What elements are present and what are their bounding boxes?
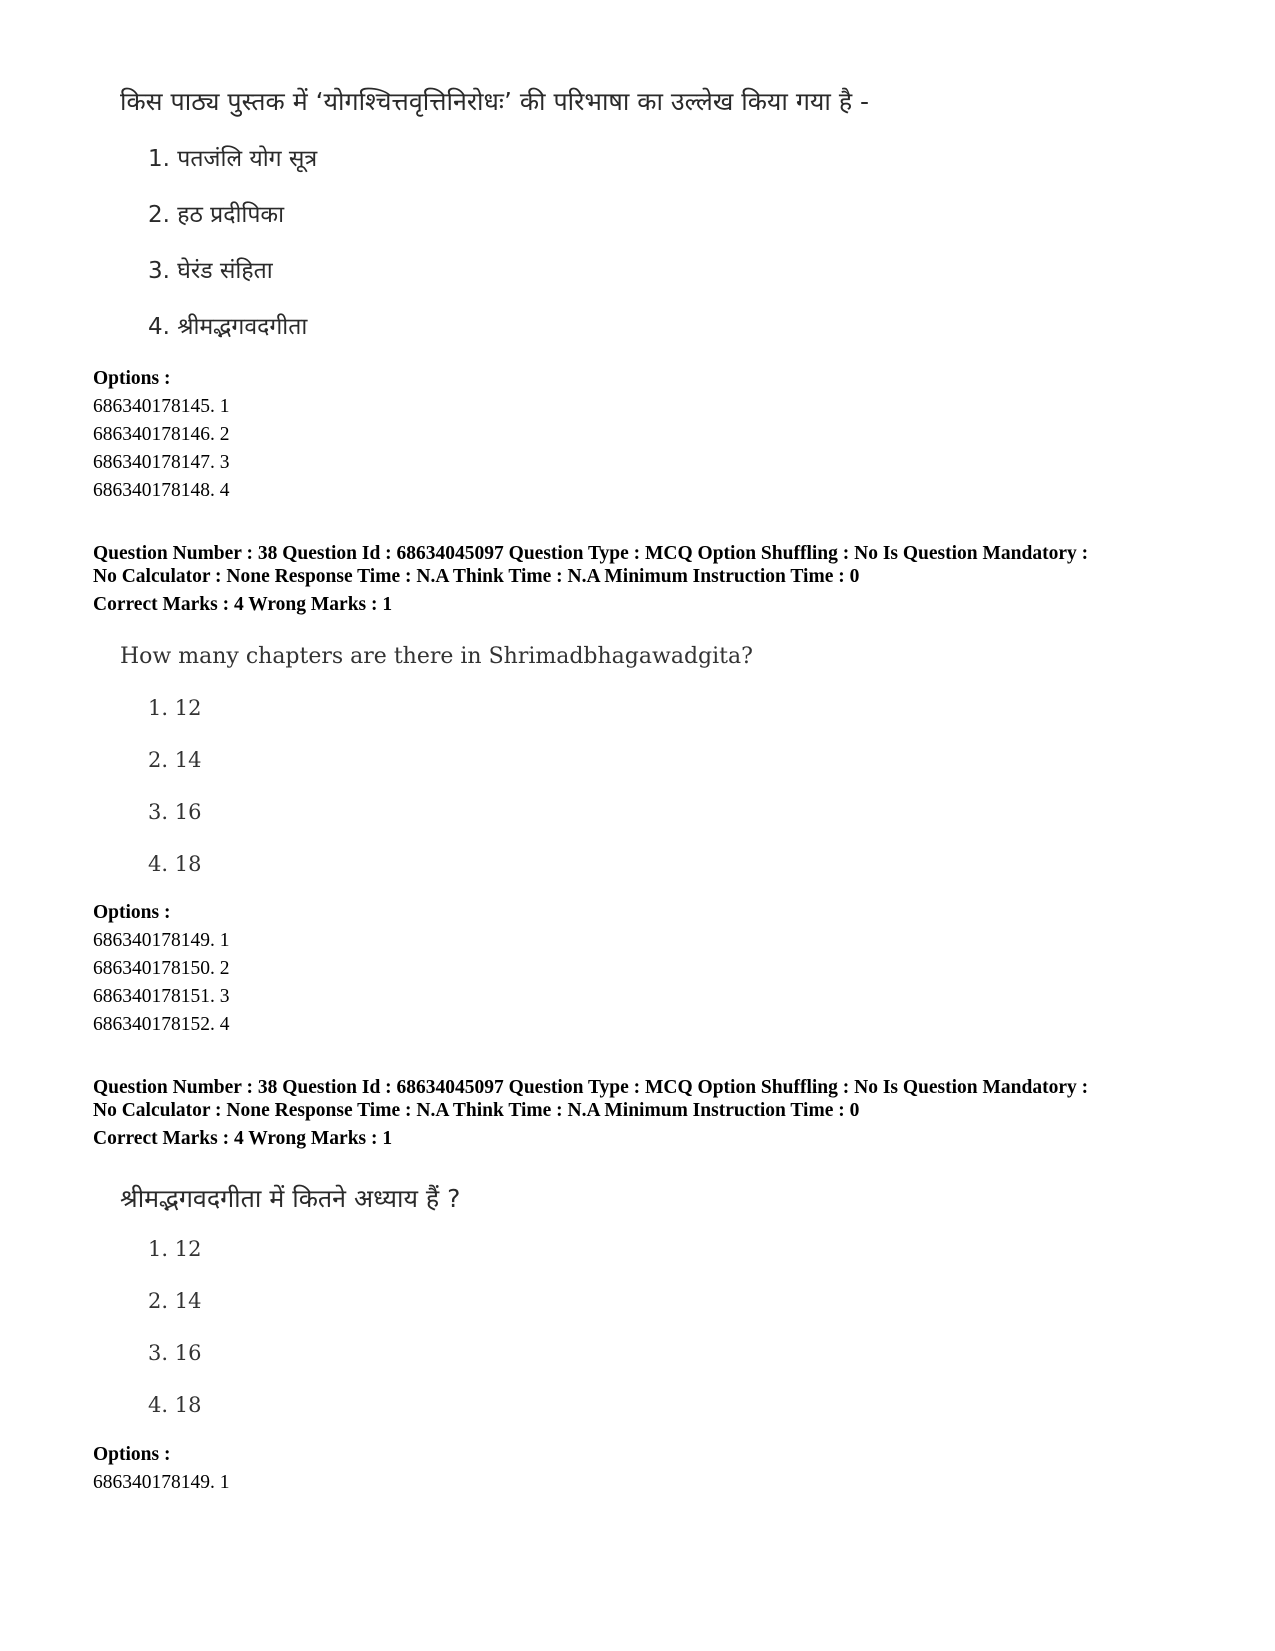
- option-row: 686340178149. 1: [93, 1472, 230, 1493]
- question-marks: Correct Marks : 4 Wrong Marks : 1: [93, 1128, 393, 1149]
- option-row: 686340178148. 4: [93, 480, 230, 501]
- option-row: 686340178151. 3: [93, 986, 230, 1007]
- options-label: Options :: [93, 368, 171, 389]
- options-label: Options :: [93, 1444, 171, 1465]
- question-marks: Correct Marks : 4 Wrong Marks : 1: [93, 594, 393, 615]
- choice-2: 2. 14: [148, 748, 202, 772]
- choice-3: 3. 16: [148, 1341, 202, 1365]
- choice-1: 1. पतजंलि योग सूत्र: [148, 146, 318, 172]
- option-row: 686340178152. 4: [93, 1014, 230, 1035]
- option-row: 686340178150. 2: [93, 958, 230, 979]
- choice-4: 4. 18: [148, 1393, 202, 1417]
- choice-3: 3. 16: [148, 800, 202, 824]
- choice-2: 2. हठ प्रदीपिका: [148, 202, 285, 228]
- question-meta-line-1: Question Number : 38 Question Id : 68634045097 Question Type : MCQ Option Shuffling : No Is Question Mandatory :: [93, 1077, 1089, 1098]
- options-label: Options :: [93, 902, 171, 923]
- question-meta-line-2: No Calculator : None Response Time : N.A Think Time : N.A Minimum Instruction Time : 0: [93, 566, 860, 587]
- option-row: 686340178149. 1: [93, 930, 230, 951]
- option-row: 686340178145. 1: [93, 396, 230, 417]
- option-row: 686340178147. 3: [93, 452, 230, 473]
- choice-3: 3. घेरंड संहिता: [148, 258, 273, 284]
- question-stem: श्रीमद्भगवदगीता में कितने अध्याय हैं ?: [120, 1184, 461, 1213]
- option-row: 686340178146. 2: [93, 424, 230, 445]
- choice-4: 4. श्रीमद्भगवदगीता: [148, 314, 308, 340]
- question-stem: किस पाठ्य पुस्तक में ‘योगश्चित्तवृत्तिनिरोधः’ की परिभाषा का उल्लेख किया गया है -: [120, 87, 870, 116]
- choice-4: 4. 18: [148, 852, 202, 876]
- choice-2: 2. 14: [148, 1289, 202, 1313]
- choice-1: 1. 12: [148, 1237, 202, 1261]
- question-meta-line-1: Question Number : 38 Question Id : 68634045097 Question Type : MCQ Option Shuffling : No Is Question Mandatory :: [93, 543, 1089, 564]
- choice-1: 1. 12: [148, 696, 202, 720]
- question-stem: How many chapters are there in Shrimadbhagawadgita?: [120, 644, 753, 669]
- question-meta-line-2: No Calculator : None Response Time : N.A Think Time : N.A Minimum Instruction Time : 0: [93, 1100, 860, 1121]
